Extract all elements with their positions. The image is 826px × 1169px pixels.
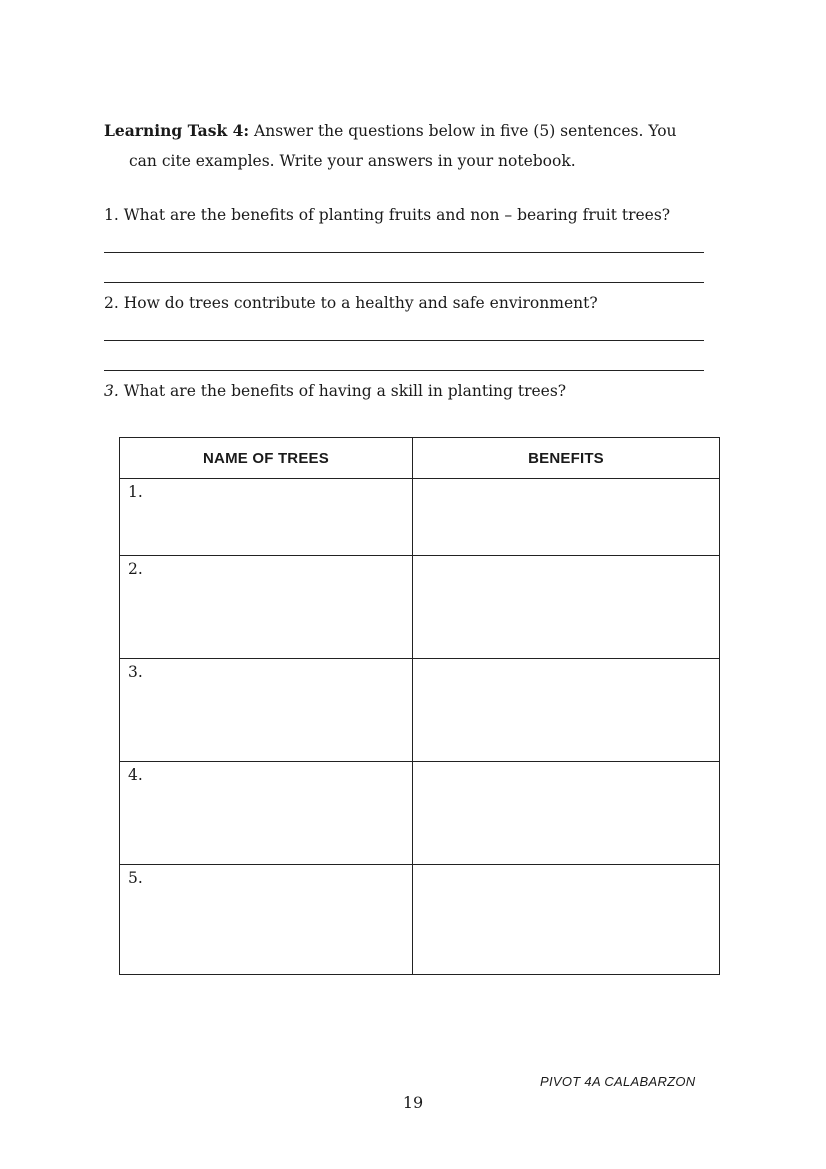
task-title: Learning Task 4: <box>104 121 250 140</box>
answer-line <box>104 282 704 283</box>
tree-name-cell[interactable]: 1. <box>120 479 413 556</box>
table-row <box>120 556 720 659</box>
benefits-cell[interactable] <box>413 762 720 865</box>
tree-name-cell[interactable]: 4. <box>120 762 413 865</box>
header-benefits: BENEFITS <box>413 438 720 479</box>
answer-line <box>104 340 704 341</box>
question-text: What are the benefits of having a skill in planting trees? <box>123 382 567 400</box>
benefits-cell[interactable] <box>413 659 720 762</box>
table-header-row <box>120 438 720 479</box>
table-row <box>120 762 720 865</box>
answer-line <box>104 252 704 253</box>
learning-task-instructions <box>104 116 722 176</box>
tree-name-cell[interactable]: 5. <box>120 865 413 975</box>
table-row <box>120 659 720 762</box>
header-name-of-trees: NAME OF TREES <box>120 438 413 479</box>
question-1 <box>104 205 670 225</box>
task-continuation: can cite examples. Write your answers in your notebook. <box>129 152 576 170</box>
trees-benefits-table <box>119 437 720 975</box>
task-intro: Answer the questions below in five (5) sentences. You <box>254 122 677 140</box>
question-text: What are the benefits of planting fruits and non – bearing fruit trees? <box>123 206 671 224</box>
page-number: 19 <box>402 1093 424 1112</box>
benefits-cell[interactable] <box>413 479 720 556</box>
benefits-cell[interactable] <box>413 556 720 659</box>
table-row <box>120 865 720 975</box>
question-number: 1. <box>104 206 119 224</box>
tree-name-cell[interactable]: 3. <box>120 659 413 762</box>
table-row <box>120 479 720 556</box>
question-number: 3. <box>104 382 119 400</box>
benefits-cell[interactable] <box>413 865 720 975</box>
question-number: 2. <box>104 294 119 312</box>
question-text: How do trees contribute to a healthy and safe environment? <box>123 294 598 312</box>
tree-name-cell[interactable]: 2. <box>120 556 413 659</box>
question-2 <box>104 293 598 313</box>
question-3 <box>104 381 566 401</box>
answer-line <box>104 370 704 371</box>
footer-label: PIVOT 4A CALABARZON <box>540 1074 696 1089</box>
